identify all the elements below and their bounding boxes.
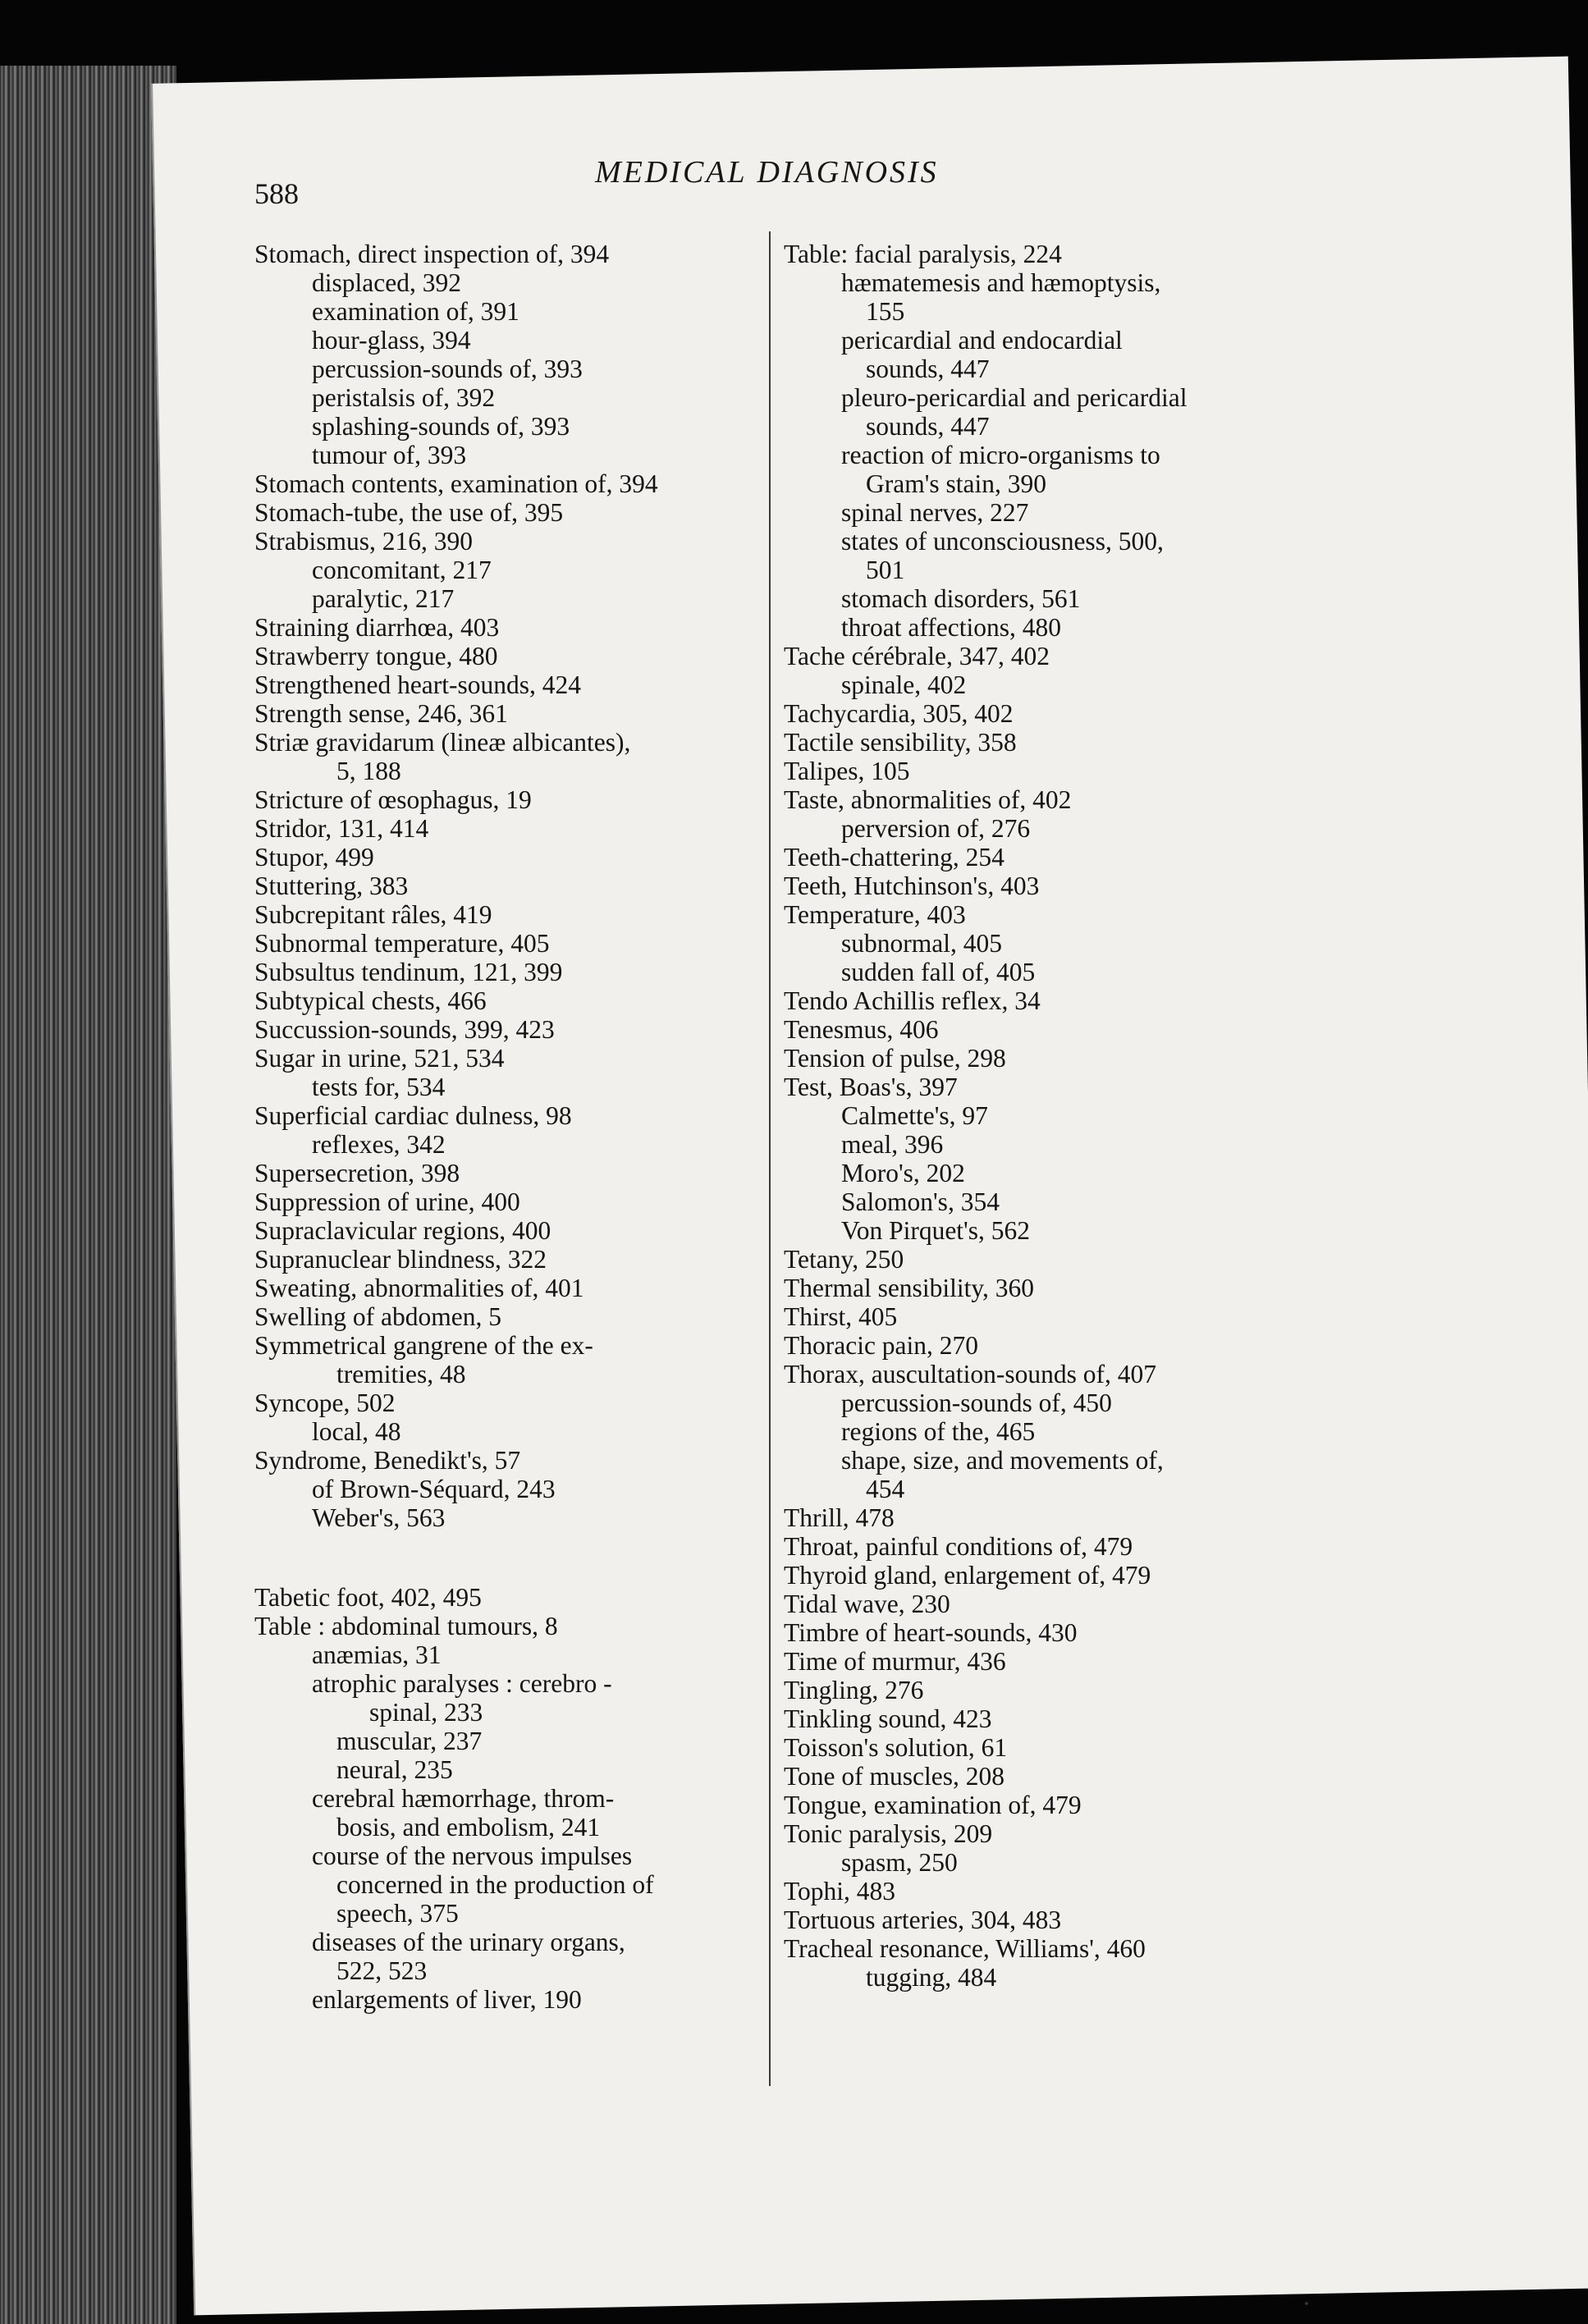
index-entry: Succussion-sounds, 399, 423: [254, 1015, 555, 1044]
index-entry: Thyroid gland, enlargement of, 479: [784, 1561, 1151, 1590]
index-entry: Strength sense, 246, 361: [254, 699, 508, 728]
index-entry: cerebral hæmorrhage, throm-: [312, 1784, 615, 1813]
index-entry: Subcrepitant râles, 419: [254, 900, 492, 929]
index-entry: meal, 396: [841, 1130, 944, 1159]
index-entry: Straining diarrhœa, 403: [254, 613, 500, 642]
index-entry: percussion-sounds of, 393: [312, 355, 583, 383]
index-entry: Syncope, 502: [254, 1388, 396, 1417]
index-entry: Swelling of abdomen, 5: [254, 1302, 501, 1331]
index-entry: regions of the, 465: [841, 1417, 1036, 1446]
index-entry: reaction of micro-organisms to: [841, 441, 1160, 469]
index-entry: Thrill, 478: [784, 1503, 895, 1532]
index-entry: Gram's stain, 390: [866, 469, 1047, 498]
index-entry: spinal, 233: [369, 1698, 483, 1727]
book-spine-edge: [0, 66, 176, 2324]
index-entry: Tendo Achillis reflex, 34: [784, 986, 1041, 1015]
index-entry: Table : abdominal tumours, 8: [254, 1612, 558, 1640]
index-entry: states of unconsciousness, 500,: [841, 527, 1164, 556]
index-entry: Tache cérébrale, 347, 402: [784, 642, 1050, 670]
index-entry: Thermal sensibility, 360: [784, 1274, 1035, 1302]
index-entry: Superficial cardiac dulness, 98: [254, 1101, 572, 1130]
index-entry: Timbre of heart-sounds, 430: [784, 1618, 1078, 1647]
index-entry: Syndrome, Benedikt's, 57: [254, 1446, 521, 1475]
running-title: MEDICAL DIAGNOSIS: [595, 155, 939, 190]
index-entry: tugging, 484: [866, 1963, 997, 1992]
index-entry: Tonic paralysis, 209: [784, 1819, 993, 1848]
index-entry: spinale, 402: [841, 670, 967, 699]
page-number: 588: [254, 177, 299, 210]
index-entry: Stomach contents, examination of, 394: [254, 469, 658, 498]
index-entry: neural, 235: [336, 1755, 453, 1784]
dust-speck: [1305, 2302, 1308, 2305]
index-entry: tumour of, 393: [312, 441, 467, 469]
index-entry: Tophi, 483: [784, 1877, 896, 1905]
index-entry: stomach disorders, 561: [841, 584, 1081, 613]
index-entry: Stupor, 499: [254, 843, 374, 872]
index-entry: Symmetrical gangrene of the ex-: [254, 1331, 593, 1360]
index-entry: examination of, 391: [312, 297, 519, 326]
index-entry: displaced, 392: [312, 268, 461, 297]
index-entry: anæmias, 31: [312, 1640, 442, 1669]
index-entry: splashing-sounds of, 393: [312, 412, 570, 441]
index-entry: pericardial and endocardial: [841, 326, 1123, 355]
index-entry: pleuro-pericardial and pericardial: [841, 383, 1188, 412]
column-divider: [769, 231, 771, 2086]
index-entry: Sugar in urine, 521, 534: [254, 1044, 505, 1073]
index-entry: Thorax, auscultation-sounds of, 407: [784, 1360, 1157, 1388]
index-entry: Strawberry tongue, 480: [254, 642, 498, 670]
index-entry: Subnormal temperature, 405: [254, 929, 550, 958]
index-entry: sounds, 447: [866, 412, 990, 441]
index-entry: paralytic, 217: [312, 584, 455, 613]
index-entry: concerned in the production of: [336, 1870, 654, 1899]
index-entry: spinal nerves, 227: [841, 498, 1029, 527]
index-entry: Time of murmur, 436: [784, 1647, 1006, 1676]
index-entry: subnormal, 405: [841, 929, 1002, 958]
index-entry: Subtypical chests, 466: [254, 986, 487, 1015]
index-entry: Throat, painful conditions of, 479: [784, 1532, 1133, 1561]
index-entry: shape, size, and movements of,: [841, 1446, 1164, 1475]
index-entry: muscular, 237: [336, 1727, 483, 1755]
index-entry: peristalsis of, 392: [312, 383, 496, 412]
index-entry: sounds, 447: [866, 355, 990, 383]
index-entry: concomitant, 217: [312, 556, 492, 584]
index-entry: local, 48: [312, 1417, 401, 1446]
index-entry: Tension of pulse, 298: [784, 1044, 1006, 1073]
index-column-left: [254, 240, 829, 2014]
index-entry: Sweating, abnormalities of, 401: [254, 1274, 584, 1302]
index-entry: perversion of, 276: [841, 814, 1031, 843]
index-entry: Thirst, 405: [784, 1302, 898, 1331]
index-entry: Calmette's, 97: [841, 1101, 988, 1130]
index-entry: reflexes, 342: [312, 1130, 446, 1159]
index-entry: Tetany, 250: [784, 1245, 904, 1274]
index-entry: hour-glass, 394: [312, 326, 471, 355]
index-entry: Striæ gravidarum (lineæ albicantes),: [254, 728, 631, 757]
index-entry: Teeth, Hutchinson's, 403: [784, 872, 1040, 900]
index-entry: tests for, 534: [312, 1073, 446, 1101]
index-entry: Temperature, 403: [784, 900, 966, 929]
index-entry: Table: facial paralysis, 224: [784, 240, 1062, 268]
index-entry: Supersecretion, 398: [254, 1159, 460, 1187]
index-entry: Stuttering, 383: [254, 872, 409, 900]
index-entry: Test, Boas's, 397: [784, 1073, 958, 1101]
index-entry: 522, 523: [336, 1956, 428, 1985]
index-entry: Von Pirquet's, 562: [841, 1216, 1030, 1245]
index-entry: Taste, abnormalities of, 402: [784, 785, 1072, 814]
index-entry: hæmatemesis and hæmoptysis,: [841, 268, 1161, 297]
index-entry: Moro's, 202: [841, 1159, 965, 1187]
index-entry: Teeth-chattering, 254: [784, 843, 1005, 872]
index-entry: Subsultus tendinum, 121, 399: [254, 958, 563, 986]
index-entry: Strabismus, 216, 390: [254, 527, 474, 556]
index-entry: sudden fall of, 405: [841, 958, 1036, 986]
index-entry: Tinkling sound, 423: [784, 1704, 992, 1733]
index-entry: 454: [866, 1475, 905, 1503]
index-entry: Toisson's solution, 61: [784, 1733, 1008, 1762]
index-entry: Tracheal resonance, Williams', 460: [784, 1934, 1146, 1963]
index-entry: course of the nervous impulses: [312, 1841, 633, 1870]
index-entry: throat affections, 480: [841, 613, 1061, 642]
index-entry: Thoracic pain, 270: [784, 1331, 979, 1360]
index-entry: Strengthened heart-sounds, 424: [254, 670, 582, 699]
index-entry: Supranuclear blindness, 322: [254, 1245, 547, 1274]
index-entry: spasm, 250: [841, 1848, 958, 1877]
index-section-gap: [254, 1532, 829, 1583]
index-entry: Supraclavicular regions, 400: [254, 1216, 551, 1245]
index-entry: percussion-sounds of, 450: [841, 1388, 1112, 1417]
index-entry: 155: [866, 297, 905, 326]
index-entry: Tachycardia, 305, 402: [784, 699, 1014, 728]
index-entry: Tactile sensibility, 358: [784, 728, 1017, 757]
index-entry: Weber's, 563: [312, 1503, 446, 1532]
index-entry: bosis, and embolism, 241: [336, 1813, 601, 1841]
index-entry: Suppression of urine, 400: [254, 1187, 520, 1216]
index-entry: of Brown-Séquard, 243: [312, 1475, 556, 1503]
index-entry: Tone of muscles, 208: [784, 1762, 1005, 1791]
index-entry: Tenesmus, 406: [784, 1015, 939, 1044]
index-entry: Stricture of œsophagus, 19: [254, 785, 532, 814]
index-column-right: [784, 240, 1375, 1992]
index-entry: Tidal wave, 230: [784, 1590, 950, 1618]
index-entry: Stomach, direct inspection of, 394: [254, 240, 610, 268]
index-entry: 501: [866, 556, 905, 584]
index-entry: Tabetic foot, 402, 495: [254, 1583, 482, 1612]
index-entry: diseases of the urinary organs,: [312, 1928, 625, 1956]
index-entry: 5, 188: [336, 757, 401, 785]
index-entry: tremities, 48: [336, 1360, 466, 1388]
index-entry: Tortuous arteries, 304, 483: [784, 1905, 1062, 1934]
index-entry: enlargements of liver, 190: [312, 1985, 582, 2014]
index-entry: Tongue, examination of, 479: [784, 1791, 1082, 1819]
index-entry: Tingling, 276: [784, 1676, 924, 1704]
index-entry: Stridor, 131, 414: [254, 814, 429, 843]
index-entry: Salomon's, 354: [841, 1187, 1000, 1216]
index-entry: Talipes, 105: [784, 757, 910, 785]
index-entry: speech, 375: [336, 1899, 459, 1928]
index-entry: atrophic paralyses : cerebro -: [312, 1669, 612, 1698]
index-entry: Stomach-tube, the use of, 395: [254, 498, 564, 527]
